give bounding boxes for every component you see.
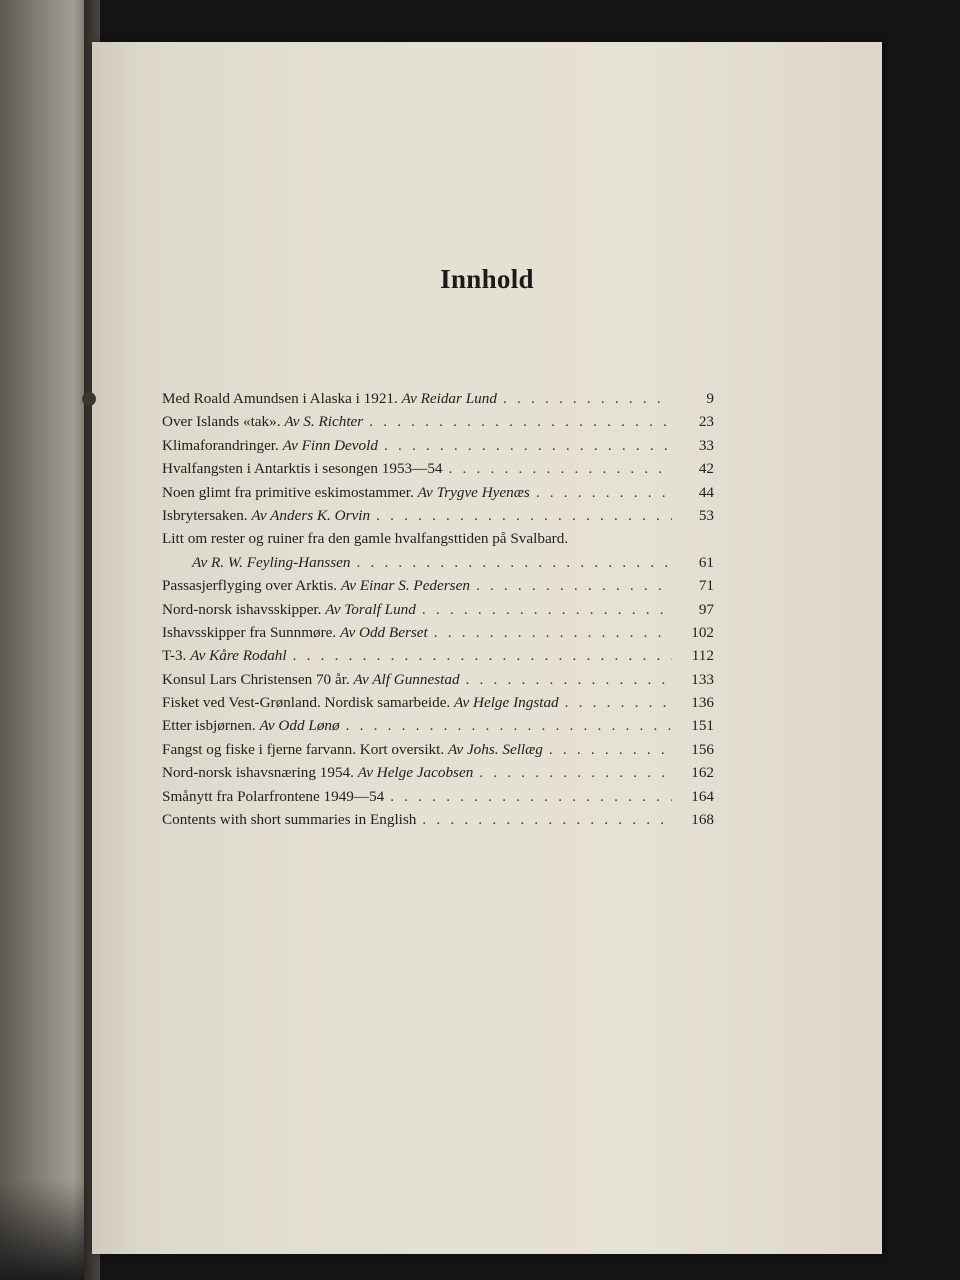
toc-entry-title: Isbrytersaken.	[162, 506, 248, 524]
toc-entry-page: 102	[691, 623, 714, 641]
toc-entry-text	[162, 460, 443, 478]
toc-entry-title: Fisket ved Vest-Grønland. Nordisk samarbeide.	[162, 694, 451, 712]
toc-entry-text	[162, 437, 378, 455]
leader-dots	[422, 601, 672, 619]
toc-entry-author: Av Toralf Lund	[325, 600, 416, 618]
left-page	[0, 0, 92, 1280]
toc-entry-author: Av Trygve Hyenæs	[417, 483, 530, 501]
toc-entry	[162, 671, 714, 694]
leader-dots	[434, 624, 672, 642]
toc-entry-page: 61	[698, 553, 714, 571]
toc-entry	[162, 624, 714, 647]
leader-dots	[479, 764, 672, 782]
left-page-shadow	[0, 1180, 92, 1280]
toc-entry-page: 162	[691, 764, 714, 782]
toc-entry-page: 151	[691, 717, 714, 735]
toc-entry-title: T-3.	[162, 647, 187, 665]
leader-dots	[449, 460, 672, 478]
toc-entry-title: Etter isbjørnen.	[162, 717, 256, 735]
table-of-contents	[162, 390, 714, 834]
toc-entry-page: 71	[698, 577, 714, 595]
contents-page	[92, 42, 882, 1254]
toc-entry-author: Av Finn Devold	[282, 436, 378, 454]
leader-dots	[565, 694, 672, 712]
toc-entry-page: 136	[691, 694, 714, 712]
toc-entry-title: Smånytt fra Polarfrontene 1949—54	[162, 787, 385, 805]
toc-entry	[162, 460, 714, 483]
toc-entry	[162, 413, 714, 436]
toc-entry-title: Konsul Lars Christensen 70 år.	[162, 670, 350, 688]
toc-entry-author: Av Alf Gunnestad	[353, 670, 460, 688]
page-title: Innhold	[440, 264, 534, 294]
toc-entry-text	[162, 601, 416, 619]
toc-entry	[162, 507, 714, 530]
leader-dots	[390, 788, 672, 806]
toc-entry	[162, 717, 714, 740]
leader-dots	[466, 671, 672, 689]
leader-dots	[356, 554, 672, 572]
toc-entry-author: Av Helge Ingstad	[454, 694, 559, 712]
toc-entry-title: Noen glimt fra primitive eskimostammer.	[162, 483, 414, 501]
toc-entry-text	[162, 577, 470, 595]
toc-entry-text	[162, 647, 287, 665]
toc-entry-author: Av Reidar Lund	[401, 390, 497, 407]
toc-entry-page: 53	[698, 506, 714, 524]
toc-entry-text	[162, 741, 543, 759]
toc-entry-text	[162, 413, 363, 431]
toc-entry-text	[162, 624, 428, 642]
toc-entry-author: Av Odd Berset	[340, 623, 428, 641]
toc-entry-author: Av Einar S. Pedersen	[340, 577, 470, 595]
toc-entry-title: Contents with short summaries in English	[162, 811, 417, 829]
toc-entry-text	[162, 717, 340, 735]
toc-entry-title: Hvalfangsten i Antarktis i sesongen 1953—54	[162, 460, 443, 478]
toc-entry-title: Passasjerflyging over Arktis.	[162, 577, 338, 595]
toc-entry-page: 97	[698, 600, 714, 618]
toc-entry-page: 9	[706, 390, 714, 407]
toc-entry-text	[162, 811, 416, 829]
toc-entry	[162, 601, 714, 624]
toc-entry-text	[162, 694, 559, 712]
toc-entry	[162, 577, 714, 600]
toc-entry-text	[162, 390, 497, 408]
toc-entry-page: 23	[698, 413, 714, 431]
toc-entry	[162, 764, 714, 787]
toc-entry-title: Over Islands «tak».	[162, 413, 281, 431]
leader-dots	[549, 741, 672, 759]
toc-entry-page: 112	[691, 647, 714, 665]
toc-entry-text	[162, 764, 473, 782]
toc-entry-page: 133	[691, 670, 714, 688]
leader-dots	[536, 484, 672, 502]
toc-entry-author: Av Kåre Rodahl	[190, 647, 287, 665]
toc-entry-page: 168	[691, 811, 714, 829]
leader-dots	[503, 390, 672, 408]
toc-entry	[162, 741, 714, 764]
toc-entry-author: Av Anders K. Orvin	[251, 506, 371, 524]
toc-entry-page: 42	[698, 460, 714, 478]
toc-entry-text	[162, 484, 530, 502]
leader-dots	[476, 577, 672, 595]
toc-entry	[162, 788, 714, 811]
toc-entry-title: Fangst og fiske i fjerne farvann. Kort oversikt.	[162, 740, 445, 758]
toc-entry-page: 33	[698, 436, 714, 454]
toc-entry-page: 156	[691, 740, 714, 758]
toc-entry-text	[162, 554, 350, 572]
toc-entry-title: Klimaforandringer.	[162, 436, 279, 454]
toc-entry-author: Av Odd Lønø	[259, 717, 340, 735]
toc-entry-title: Ishavsskipper fra Sunnmøre.	[162, 623, 337, 641]
binding-hole	[82, 392, 96, 406]
toc-entry	[162, 390, 714, 413]
leader-dots	[422, 811, 672, 829]
toc-entry	[162, 647, 714, 670]
toc-entry-title: Nord-norsk ishavsskipper.	[162, 600, 322, 618]
leader-dots	[376, 507, 672, 525]
toc-entry-title: Nord-norsk ishavsnæring 1954.	[162, 764, 354, 782]
toc-entry	[162, 437, 714, 460]
leader-dots	[293, 647, 672, 665]
toc-entry	[162, 811, 714, 834]
toc-entry	[162, 484, 714, 507]
toc-entry-text	[162, 507, 370, 525]
leader-dots	[384, 437, 672, 455]
toc-entry-title: Med Roald Amundsen i Alaska i 1921.	[162, 390, 398, 407]
toc-entry-line-2	[162, 554, 714, 577]
toc-entry-author: Av S. Richter	[284, 413, 364, 431]
toc-entry-author: Av R. W. Feyling-Hanssen	[192, 553, 351, 571]
toc-entry-author: Av Helge Jacobsen	[357, 764, 474, 782]
leader-dots	[369, 413, 672, 431]
toc-entry-text	[162, 671, 460, 689]
toc-entry-line-1	[162, 530, 714, 553]
toc-entry-page: 164	[691, 787, 714, 805]
leader-dots	[346, 717, 672, 735]
toc-entry-text	[162, 788, 384, 806]
toc-entry-title: Litt om rester og ruiner fra den gamle hvalfangsttiden på Svalbard.	[162, 530, 569, 548]
toc-entry-author: Av Johs. Sellæg	[447, 740, 543, 758]
toc-entry-page: 44	[698, 483, 714, 501]
toc-entry	[162, 694, 714, 717]
